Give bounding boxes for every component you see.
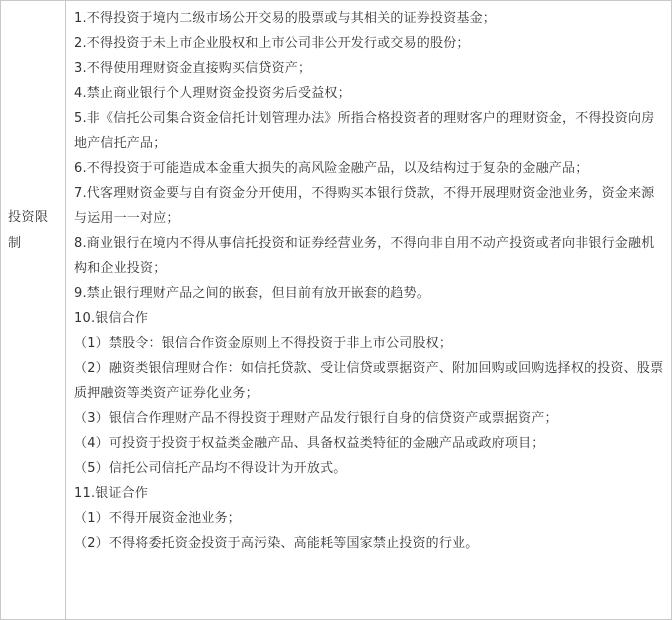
list-item: 10.银信合作	[74, 311, 149, 326]
list-item: （2）融资类银信理财合作：如信托贷款、受让信贷或票据资产、附加回购或回购选择权的投资、股票质押融资等类资产证券化业务；	[74, 361, 664, 401]
list-item: （2）不得将委托资金投资于高污染、高能耗等国家禁止投资的行业。	[74, 536, 479, 551]
restrictions-cell	[65, 0, 672, 620]
list-item: （4）可投资于投资于权益类金融产品、具备权益类特征的金融产品或政府项目；	[74, 436, 545, 451]
list-item: （5）信托公司信托产品均不得设计为开放式。	[74, 461, 347, 476]
list-item: 9.禁止银行理财产品之间的嵌套，但目前有放开嵌套的趋势。	[74, 286, 431, 301]
list-item: 5.非《信托公司集合资金信托计划管理办法》所指合格投资者的理财客户的理财资金，不得投资向房地产信托产品；	[74, 111, 655, 151]
list-item: 3.不得使用理财资金直接购买信贷资产；	[74, 61, 312, 76]
list-item: （3）银信合作理财产品不得投资于理财产品发行银行自身的信贷资产或票据资产；	[74, 411, 558, 426]
list-item: 6.不得投资于可能造成本金重大损失的高风险金融产品，以及结构过于复杂的金融产品；	[74, 161, 589, 176]
restrictions-list	[74, 6, 666, 556]
list-item: 7.代客理财资金要与自有资金分开使用，不得购买本银行贷款，不得开展理财资金池业务，资金来源与运用一一对应；	[74, 186, 655, 226]
category-label: 投资限制	[8, 210, 49, 251]
list-item: 1.不得投资于境内二级市场公开交易的股票或与其相关的证券投资基金；	[74, 11, 497, 26]
list-item: 4.禁止商业银行个人理财资金投资劣后受益权；	[74, 86, 351, 101]
list-item: （1）禁股令：银信合作资金原则上不得投资于非上市公司股权；	[74, 336, 453, 351]
list-item: 2.不得投资于未上市企业股权和上市公司非公开发行或交易的股份；	[74, 36, 470, 51]
list-item: 11.银证合作	[74, 486, 149, 501]
list-item: （1）不得开展资金池业务；	[74, 511, 241, 526]
list-item: 8.商业银行在境内不得从事信托投资和证券经营业务，不得向非自用不动产投资或者向非银行金融机构和企业投资；	[74, 236, 655, 276]
category-cell	[0, 0, 65, 620]
